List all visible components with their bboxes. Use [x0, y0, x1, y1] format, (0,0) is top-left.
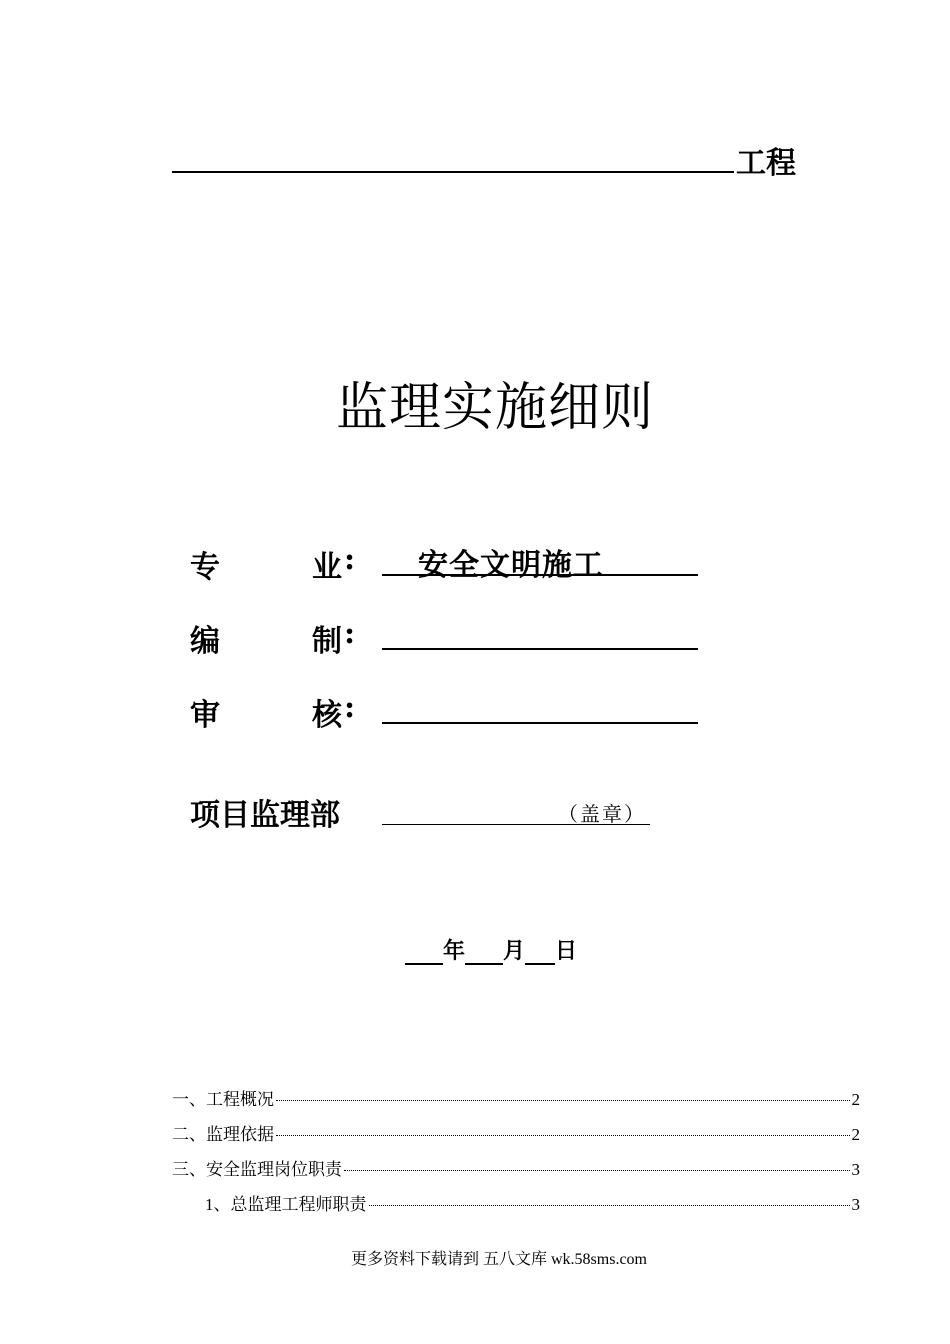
toc-leader-dots — [369, 1205, 850, 1206]
day-blank — [525, 937, 555, 965]
field-specialty-label-a: 专 — [190, 550, 220, 585]
field-specialty-colon: : — [344, 542, 356, 577]
toc-entry-label: 三、安全监理岗位职责 — [172, 1160, 342, 1179]
project-suffix: 工程 — [736, 146, 796, 181]
toc-entry-label: 二、监理依据 — [172, 1125, 274, 1144]
year-blank — [405, 937, 443, 965]
department-label: 项目监理部 — [190, 798, 340, 833]
toc-entry[interactable] — [172, 1085, 860, 1110]
toc-leader-dots — [344, 1170, 850, 1171]
field-specialty-value: 安全文明施工 — [418, 548, 604, 583]
toc-entry[interactable] — [172, 1120, 860, 1145]
field-compiler-label-a: 编 — [190, 624, 220, 659]
toc-entry-label: 一、工程概况 — [172, 1090, 274, 1109]
month-char: 月 — [503, 938, 526, 964]
field-compiler-line — [382, 648, 698, 650]
toc-entry-label: 1、总监理工程师职责 — [205, 1195, 367, 1214]
field-compiler-colon: : — [344, 616, 356, 651]
toc-entry[interactable] — [172, 1155, 860, 1180]
toc-entry-page: 3 — [851, 1160, 860, 1179]
field-specialty-label-b: 业 — [312, 550, 342, 585]
toc-leader-dots — [276, 1135, 850, 1136]
toc-entry-page: 3 — [851, 1195, 860, 1214]
date-line — [405, 934, 577, 965]
field-reviewer-label-a: 审 — [190, 698, 220, 733]
project-name-line — [172, 171, 734, 173]
year-char: 年 — [443, 938, 466, 964]
toc-entry-page: 2 — [851, 1125, 860, 1144]
seal-note: （盖章） — [558, 802, 646, 826]
field-reviewer-colon: : — [344, 690, 356, 725]
toc-entry[interactable] — [205, 1190, 860, 1215]
toc-entry-page: 2 — [851, 1090, 860, 1109]
field-reviewer-line — [382, 722, 698, 724]
field-reviewer-label-b: 核 — [312, 698, 342, 733]
document-title: 监理实施细则 — [335, 378, 654, 438]
page-footer: 更多资料下载请到 五八文库 wk.58sms.com — [350, 1251, 647, 1268]
field-compiler-label-b: 制 — [312, 624, 342, 659]
day-char: 日 — [555, 938, 578, 964]
toc-leader-dots — [276, 1100, 850, 1101]
month-blank — [465, 937, 503, 965]
